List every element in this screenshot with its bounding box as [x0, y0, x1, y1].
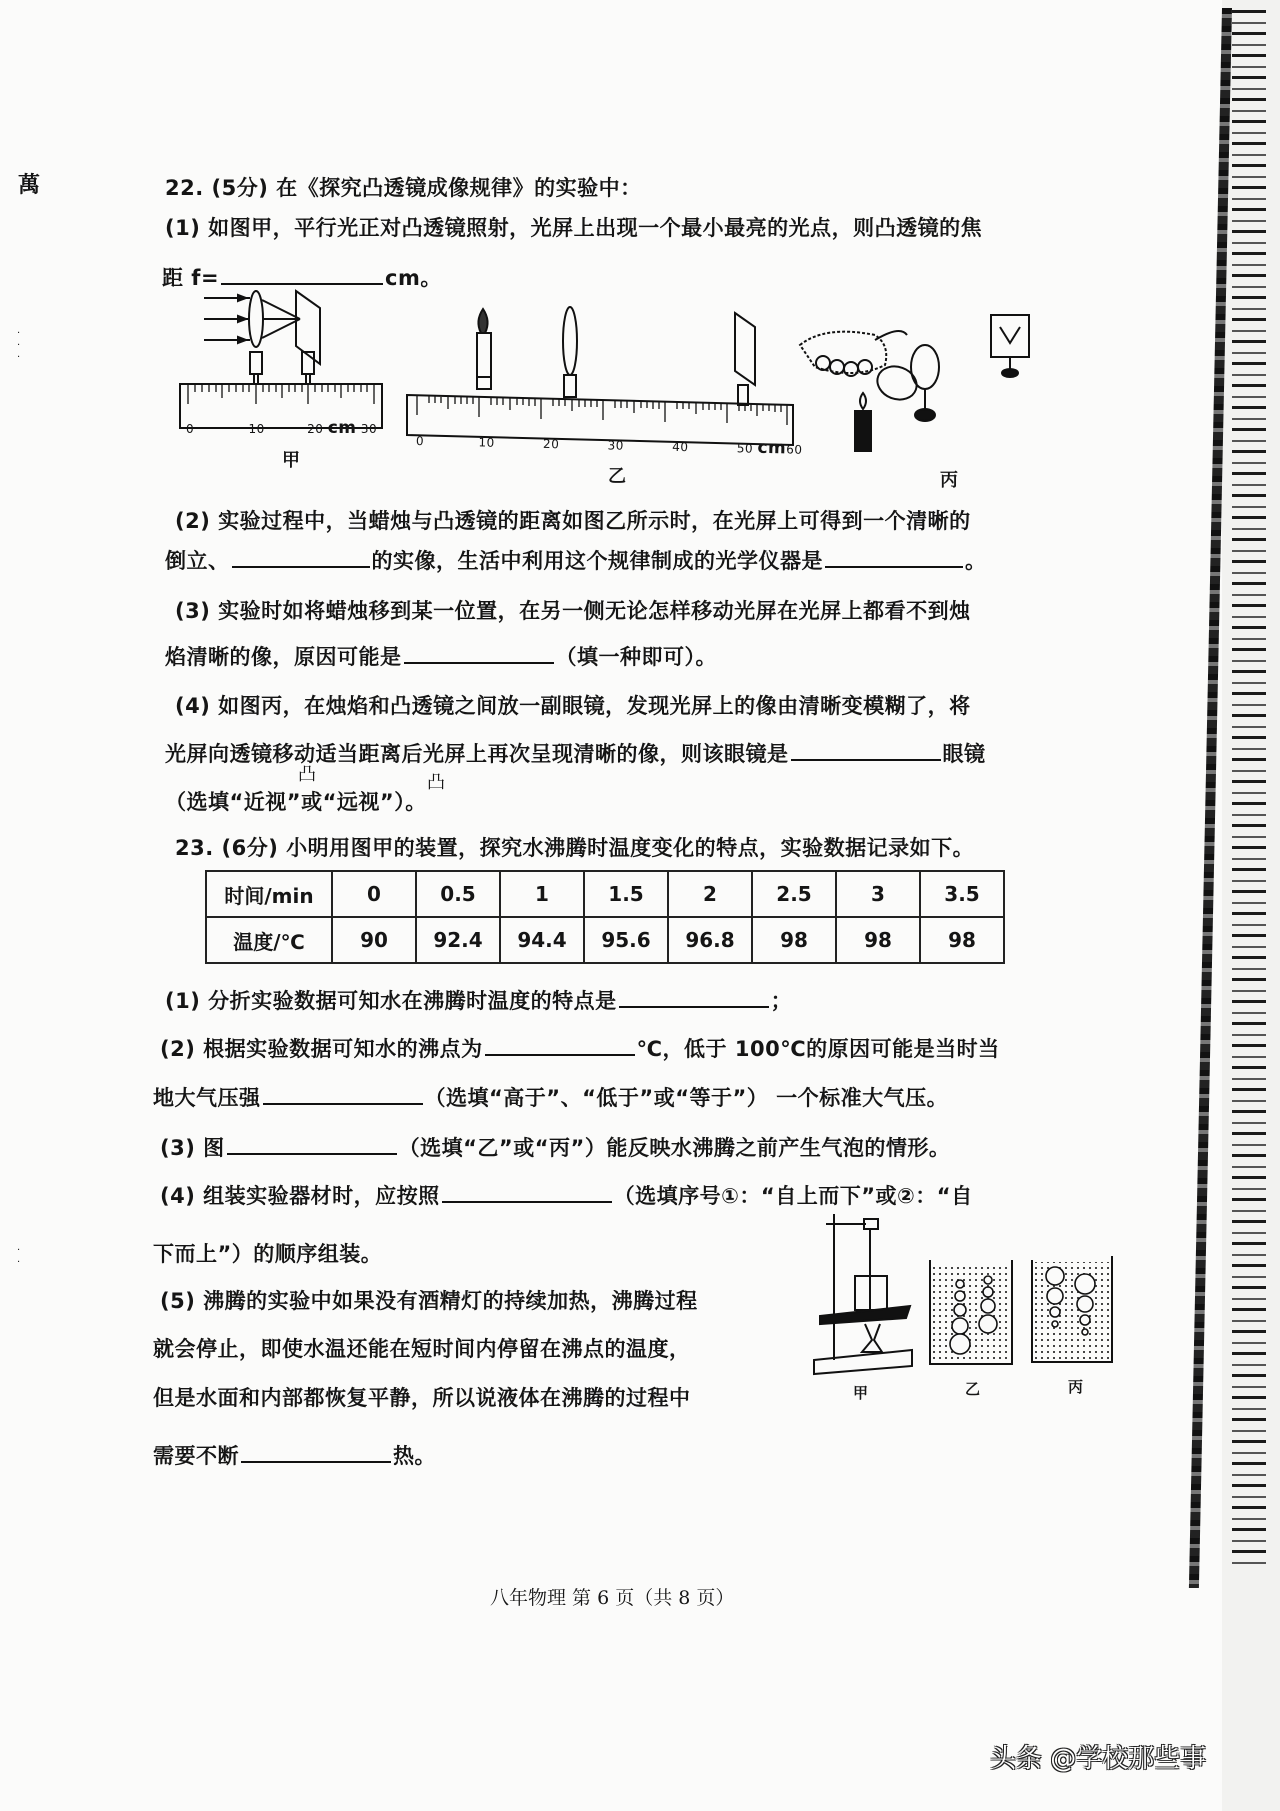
q23-p5-line1: (5) 沸腾的实验中如果没有酒精灯的持续加热，沸腾过程: [160, 1289, 698, 1313]
ruler-jia-ticks: 0 10 20 cm 30: [186, 418, 378, 438]
binding-edge: [1222, 0, 1280, 1811]
figure-jia-label: 甲: [853, 1384, 869, 1402]
row-header: 时间/min: [206, 871, 332, 917]
table-cell: 98: [752, 917, 836, 963]
q22-p2-line1: (2) 实验过程中，当蜡烛与凸透镜的距离如图乙所示时，在光屏上可得到一个清晰的: [175, 509, 971, 533]
q23-p5-line3: 但是水面和内部都恢复平静，所以说液体在沸腾的过程中: [153, 1386, 691, 1410]
table-cell: 0: [332, 871, 416, 917]
table-cell: 92.4: [416, 917, 500, 963]
page-footer: 八年物理 第 6 页（共 8 页）: [490, 1587, 735, 1609]
table-cell: 2: [668, 871, 752, 917]
table-cell: 94.4: [500, 917, 584, 963]
table-cell: 3: [836, 871, 920, 917]
q23-p4-line2: 下而上”）的顺序组装。: [153, 1242, 383, 1266]
table-cell: 90: [332, 917, 416, 963]
figure-jia-lens-focus: [178, 288, 398, 438]
q23-p3: (3) 图 （选填“乙”或“丙”）能反映水沸腾之前产生气泡的情形。: [160, 1132, 950, 1162]
q22-p4-line1: (4) 如图丙，在烛焰和凸透镜之间放一副眼镜，发现光屏上的像由清晰变模糊了，将: [175, 694, 971, 718]
answer-blank-focal-length[interactable]: [221, 263, 383, 285]
q22-p2-line2: 倒立、 的实像，生活中利用这个规律制成的光学仪器是 。: [165, 545, 987, 575]
q23-p5-line4: 需要不断 热。: [153, 1440, 436, 1470]
margin-mark: 萬: [18, 173, 41, 198]
table-cell: 95.6: [584, 917, 668, 963]
figure-jia-label: 甲: [282, 450, 300, 471]
answer-blank-air-pressure[interactable]: [263, 1083, 423, 1105]
answer-blank-glasses-type[interactable]: [791, 739, 941, 761]
q22-p3-line1: (3) 实验时如将蜡烛移到某一位置，在另一侧无论怎样移动光屏在光屏上都看不到烛: [175, 599, 971, 623]
answer-blank-boiling-feature[interactable]: [619, 986, 769, 1008]
margin-dots: · ·: [17, 1245, 21, 1268]
margin-dots: · · ·: [17, 328, 21, 363]
q22-p4-line2: 光屏向透镜移动适当距离后光屏上再次呈现清晰的像，则该眼镜是 眼镜: [165, 738, 986, 768]
figure-yi-label: 乙: [965, 1380, 981, 1398]
q22-p4-line3: （选填“近视”或“远视”）。: [165, 790, 427, 814]
answer-blank-heat[interactable]: [241, 1441, 391, 1463]
table-cell: 98: [836, 917, 920, 963]
answer-blank-optical-instrument[interactable]: [825, 546, 963, 568]
q23-p2-line1: (2) 根据实验数据可知水的沸点为 ℃，低于 100℃的原因可能是当时当: [160, 1033, 1000, 1063]
figure-bing-label: 丙: [1068, 1378, 1084, 1396]
table-cell: 96.8: [668, 917, 752, 963]
handwritten-note: 凸: [298, 764, 317, 785]
q22-p1-text: 距 f=: [162, 266, 220, 290]
answer-blank-figure-choice[interactable]: [227, 1133, 397, 1155]
q23-header: 23. (6分) 小明用图甲的装置，探究水沸腾时温度变化的特点，实验数据记录如下。: [175, 836, 975, 860]
binding-ticks: [1232, 10, 1266, 1570]
q22-p3-line2: 焰清晰的像，原因可能是 （填一种即可）。: [165, 641, 717, 671]
answer-blank-boiling-point[interactable]: [485, 1034, 635, 1056]
table-row: [206, 917, 1004, 963]
table-cell: 0.5: [416, 871, 500, 917]
ruler-yi-ticks: 0 10 20 30 40 50 cm60: [415, 434, 803, 459]
q22-p1-unit: cm。: [385, 266, 442, 290]
table-cell: 3.5: [920, 871, 1004, 917]
figure-bing-label: 丙: [940, 470, 958, 491]
table-cell: 98: [920, 917, 1004, 963]
q23-p5-line2: 就会停止，即使水温还能在短时间内停留在沸点的温度，: [153, 1337, 691, 1361]
q23-p2-line2: 地大气压强 （选填“高于”、“低于”或“等于”） 一个标准大气压。: [153, 1082, 948, 1112]
table-row: [206, 871, 1004, 917]
answer-blank-assembly-order[interactable]: [442, 1181, 612, 1203]
q22-header: 22. (5分) 在《探究凸透镜成像规律》的实验中：: [165, 176, 642, 200]
row-header: 温度/℃: [206, 917, 332, 963]
handwritten-note: 凸: [427, 772, 446, 793]
q23-p1: (1) 分折实验数据可知水在沸腾时温度的特点是 ；: [165, 985, 792, 1015]
figure-yi-label: 乙: [608, 466, 626, 487]
answer-blank-reason[interactable]: [404, 642, 554, 664]
q23-p4-line1: (4) 组装实验器材时，应按照 （选填序号①：“自上而下”或②：“自: [160, 1180, 973, 1210]
boiling-data-table: [205, 870, 1005, 964]
table-cell: 1.5: [584, 871, 668, 917]
watermark: 头条 @学校那些事: [990, 1744, 1207, 1774]
q22-p1-line1: (1) 如图甲，平行光正对凸透镜照射，光屏上出现一个最小最亮的光点，则凸透镜的焦: [165, 216, 983, 240]
table-cell: 1: [500, 871, 584, 917]
figure-boiling-apparatus: [800, 1200, 1120, 1400]
figure-bing-glasses: [795, 305, 1055, 465]
table-cell: 2.5: [752, 871, 836, 917]
answer-blank-image-size[interactable]: [232, 546, 370, 568]
